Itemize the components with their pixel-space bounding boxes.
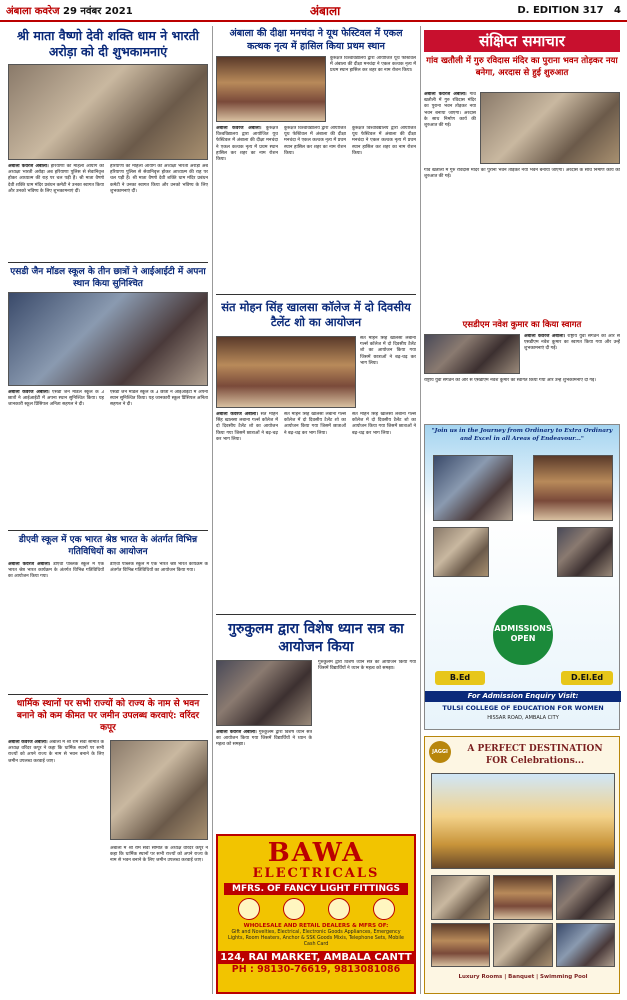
text-gurukulam: गुरुकुलम द्वारा विशेष ध्यान सत्र का आयोजन किया गया जिसमें विद्यार्थियों ने ध्यान के महत्व को समझा। bbox=[216, 730, 312, 748]
body-sd-model-cont bbox=[110, 390, 208, 528]
body-ravidas-cont bbox=[424, 168, 620, 316]
text-sdm: राष्ट्रीय युवा संगठन की ओर से एसडीएम नवेश कुमार का स्वागत किया गया और उन्हें शुभकामनाएं दी गईं। bbox=[524, 334, 620, 352]
body-sdm-cont bbox=[424, 378, 620, 420]
masthead-left bbox=[6, 3, 133, 17]
column-divider bbox=[212, 26, 213, 994]
text-dav: डीएवी पब्लिक स्कूल में एक भारत श्रेष्ठ भारत कार्यक्रम के अंतर्गत विभिन्न गतिविधियों का आयोजन किया गया। bbox=[8, 562, 104, 580]
paper-name: अंबाला कवरेज bbox=[6, 6, 60, 17]
headline-vaishno: श्री माता वैष्णो देवी शक्ति धाम ने भारती अरोड़ा को दी शुभकामनाएं bbox=[16, 28, 200, 59]
lamp-icon bbox=[238, 898, 260, 920]
jaggi-features: Luxury Rooms | Banquet | Swimming Pool bbox=[458, 974, 588, 980]
admissions-badge: ADMISSIONS OPEN bbox=[493, 605, 553, 665]
body-dav bbox=[8, 562, 104, 692]
bawa-lamps bbox=[226, 898, 406, 920]
text-sdm-cont: राष्ट्रीय युवा संगठन की ओर से एसडीएम नवेश कुमार का स्वागत किया गया और उन्हें शुभकामनाएं दी गईं। bbox=[424, 378, 596, 383]
headline-gurukulam: गुरुकुलम द्वारा विशेष ध्यान सत्र का आयोजन किया bbox=[228, 621, 404, 655]
hotel-gallery bbox=[431, 875, 615, 967]
body-dharmik-cont bbox=[110, 846, 208, 992]
text-khalsa-3: संत मोहन सिंह खालसा लबाना गर्ल्स कॉलेज में दो दिवसीय टैलेंट शो का आयोजन किया गया जिसमें छात्राओं ने बढ़-चढ़ कर भाग लिया। bbox=[352, 412, 416, 436]
body-ravidas bbox=[424, 92, 476, 164]
edition-label: D. EDITION 317 bbox=[517, 4, 604, 16]
dateline-khalsa: अंबाला कवरेज अंबाला। bbox=[216, 412, 258, 417]
photo-college-4 bbox=[557, 527, 613, 577]
photo-talent-show bbox=[216, 336, 356, 408]
body-dav-cont bbox=[110, 562, 208, 692]
text-youth-fest-3: कुरुक्षेत्र विश्वविद्यालय द्वारा आयोजित यूथ फेस्टिवल में अंबाला की दीक्षा मनचंदा ने एकल कत्थक नृत्य में प्रथम स्थान हासिल कर शहर का नाम रोशन किया। bbox=[352, 126, 416, 156]
college-name: TULSI COLLEGE OF EDUCATION FOR WOMEN bbox=[442, 704, 604, 712]
body-youth-fest-3 bbox=[352, 126, 416, 290]
dateline-sdm: अंबाला कवरेज अंबाला। bbox=[524, 334, 566, 339]
ad-tulsi-college[interactable] bbox=[424, 424, 620, 730]
body-vaishno-cont bbox=[110, 164, 208, 260]
body-gurukulam bbox=[216, 730, 312, 828]
page-number: 4 bbox=[614, 4, 621, 16]
photo-college-1 bbox=[433, 455, 513, 521]
dateline-sd-model: अंबाला कवरेज अंबाला। bbox=[8, 390, 50, 395]
photo-college-3 bbox=[433, 527, 489, 577]
text-ravidas: गांव खतौली में गुरु रविदास मंदिर का पुराना भवन तोड़कर नया भवन बनाया जाएगा। अरदास के साथ निर्माण कार्य की शुरुआत की गई। bbox=[424, 92, 476, 129]
headline-ravidas: गांव खतौली में गुरु रविदास मंदिर का पुराना भवन तोड़कर नया बनेगा, अरदास से हुई शुरुआत bbox=[426, 56, 618, 78]
text-khalsa-side: संत मोहन सिंह खालसा लबाना गर्ल्स कॉलेज में दो दिवसीय टैलेंट शो का आयोजन किया गया जिसमें छात्राओं ने बढ़-चढ़ कर भाग लिया। bbox=[360, 336, 416, 366]
text-khalsa: संत मोहन सिंह खालसा लबाना गर्ल्स कॉलेज में दो दिवसीय टैलेंट शो का आयोजन किया गया जिसमें छात्राओं ने बढ़-चढ़ कर भाग लिया। bbox=[216, 412, 278, 442]
lamp-icon bbox=[373, 898, 395, 920]
divider bbox=[216, 614, 416, 615]
masthead bbox=[0, 0, 627, 22]
text-youth-fest-2: कुरुक्षेत्र विश्वविद्यालय द्वारा आयोजित यूथ फेस्टिवल में अंबाला की दीक्षा मनचंदा ने एकल कत्थक नृत्य में प्रथम स्थान हासिल कर शहर का नाम रोशन किया। bbox=[284, 126, 346, 156]
headline-youth-fest: अंबाला की दीक्षा मनचंदा ने यूथ फेस्टिवल में एकल कत्थक नृत्य में हासिल किया प्रथम स्थान bbox=[229, 28, 403, 52]
text-vaishno: हरियाणा की महिला आयोग की अध्यक्षा भारती अरोड़ा अब हरियाणा पुलिस से सेवानिवृत्त होकर आध्यात्म की राह पर चल पड़ी हैं। श्री माता वैष्णो देवी शक्ति धाम मंदिर प्रबंधन कमेटी ने उनका स्वागत किया और उनको भविष्य के लिए शुभकामनाएं दीं। bbox=[8, 164, 104, 194]
body-sdm bbox=[524, 334, 620, 374]
masthead-center: अंबाला bbox=[309, 3, 341, 18]
text-dharmik-cont: अंबाला में श्री राम सेवा समिति के अध्यक्ष वरिंदर कपूर ने कहा कि धार्मिक स्थानों पर सभी राज्यों को अपने राज्य के नाम से भवन बनाने के लिए जमीन उपलब्ध करवाई जाए। bbox=[110, 846, 208, 864]
jaggi-title: A PERFECT DESTINATION FOR Celebrations... bbox=[467, 744, 603, 766]
text-khalsa-2: संत मोहन सिंह खालसा लबाना गर्ल्स कॉलेज में दो दिवसीय टैलेंट शो का आयोजन किया गया जिसमें छात्राओं ने बढ़-चढ़ कर भाग लिया। bbox=[284, 412, 346, 436]
ad-jaggi[interactable] bbox=[424, 736, 620, 994]
body-youth-fest bbox=[216, 126, 278, 290]
gallery-photo bbox=[493, 875, 552, 920]
text-vaishno-cont: हरियाणा की महिला आयोग की अध्यक्षा भारती अरोड़ा अब हरियाणा पुलिस से सेवानिवृत्त होकर आध्यात्म की राह पर चल पड़ी हैं। श्री माता वैष्णो देवी शक्ति धाम मंदिर प्रबंधन कमेटी ने उनका स्वागत किया और उनको भविष्य के लिए शुभकामनाएं दीं। bbox=[110, 164, 208, 194]
dateline-youth-fest: अंबाला कवरेज अंबाला। bbox=[216, 126, 262, 131]
body-sd-model bbox=[8, 390, 104, 528]
text-youth-fest: कुरुक्षेत्र विश्वविद्यालय द्वारा आयोजित यूथ फेस्टिवल में अंबाला की दीक्षा मनचंदा ने एकल कत्थक नृत्य में प्रथम स्थान हासिल कर शहर का नाम रोशन किया। bbox=[216, 126, 278, 163]
photo-youth-fest bbox=[216, 56, 326, 122]
bawa-address: 124, RAI MARKET, AMBALA CANTT bbox=[218, 951, 414, 964]
dateline-dav: अंबाला कवरेज अंबाला। bbox=[8, 562, 51, 567]
masthead-right bbox=[517, 5, 621, 16]
body-khalsa-side bbox=[360, 336, 416, 408]
text-gurukulam-cont: गुरुकुलम द्वारा विशेष ध्यान सत्र का आयोजन किया गया जिसमें विद्यार्थियों ने ध्यान के महत्व को समझा। bbox=[318, 660, 416, 672]
bawa-sub: MFRS. OF FANCY LIGHT FITTINGS bbox=[224, 883, 408, 895]
headline-dharmik: धार्मिक स्थानों पर सभी राज्यों को राज्य के नाम से भवन बनाने को कम कीमत पर जमीन उपलब्ध करवाएं: वरिंदर कपूर bbox=[16, 699, 200, 733]
text-sd-model-cont: एसडी जैन मॉडल स्कूल के 3 छात्रों ने आईआईटी में अपना स्थान सुनिश्चित किया। यह जानकारी स्कूल प्रिंसिपल अनिता सहगल ने दी। bbox=[110, 390, 208, 408]
divider bbox=[216, 294, 416, 295]
bawa-items: Gift and Novelties, Electrical, Electronic Goods Appliances, Emergency Lights, Room Heaters, Anchor & SSK Goods Mixis, Telephone Sets, Mobile Cash Card bbox=[228, 930, 404, 947]
sidebar-banner: संक्षिप्त समाचार bbox=[424, 30, 620, 52]
course-bed: B.Ed bbox=[435, 671, 485, 685]
dateline-ravidas: अंबाला कवरेज अंबाला। bbox=[424, 92, 467, 97]
gallery-photo bbox=[556, 923, 615, 968]
masthead-date: 29 नवंबर 2021 bbox=[63, 6, 133, 17]
body-gurukulam-cont bbox=[318, 660, 416, 828]
bawa-dealers: WHOLESALE AND RETAIL DEALERS & MFRS OF: bbox=[243, 923, 389, 929]
photo-vaishno bbox=[8, 64, 208, 160]
lamp-icon bbox=[328, 898, 350, 920]
dateline-vaishno: अंबाला कवरेज अंबाला। bbox=[8, 164, 49, 169]
gallery-photo bbox=[431, 923, 490, 968]
text-sd-model: एसडी जैन मॉडल स्कूल के 3 छात्रों ने आईआईटी में अपना स्थान सुनिश्चित किया। यह जानकारी स्कूल प्रिंसिपल अनिता सहगल ने दी। bbox=[8, 390, 104, 408]
column-divider bbox=[420, 26, 421, 994]
divider bbox=[8, 694, 208, 695]
bawa-name: BAWA bbox=[267, 838, 365, 868]
dateline-dharmik: अंबाला कवरेज अंबाला। bbox=[8, 740, 48, 745]
jaggi-logo: JAGGI bbox=[429, 741, 451, 763]
gallery-photo bbox=[556, 875, 615, 920]
photo-hotel bbox=[431, 773, 615, 869]
body-khalsa-3 bbox=[352, 412, 416, 610]
lamp-icon bbox=[283, 898, 305, 920]
gallery-photo bbox=[493, 923, 552, 968]
dateline-gurukulam: अंबाला कवरेज अंबाला। bbox=[216, 730, 257, 735]
ad-bawa-electricals[interactable] bbox=[216, 834, 416, 994]
college-address: HISSAR ROAD, AMBALA CITY bbox=[487, 715, 559, 721]
photo-sdm bbox=[424, 334, 520, 374]
text-dharmik: अंबाला में श्री राम सेवा समिति के अध्यक्ष वरिंदर कपूर ने कहा कि धार्मिक स्थानों पर सभी राज्यों को अपने राज्य के नाम से भवन बनाने के लिए जमीन उपलब्ध करवाई जाए। bbox=[8, 740, 104, 764]
photo-meditation bbox=[216, 660, 312, 726]
body-dharmik bbox=[8, 740, 104, 992]
text-ravidas-cont: गांव खतौली में गुरु रविदास मंदिर का पुराना भवन तोड़कर नया भवन बनाया जाएगा। अरदास के साथ निर्माण कार्य की शुरुआत की गई। bbox=[424, 168, 620, 180]
college-tagline: "Join us in the Journey from Ordinary to Extra Ordinary and Excel in all Areas of Endeavour..." bbox=[431, 428, 613, 442]
body-youth-fest-side bbox=[330, 56, 416, 122]
body-vaishno bbox=[8, 164, 104, 260]
body-khalsa bbox=[216, 412, 278, 610]
photo-ravidas-mandir bbox=[480, 92, 620, 164]
gallery-photo bbox=[431, 875, 490, 920]
photo-college-2 bbox=[533, 455, 613, 521]
course-deled: D.El.Ed bbox=[561, 671, 613, 685]
text-dav-cont: डीएवी पब्लिक स्कूल में एक भारत श्रेष्ठ भारत कार्यक्रम के अंतर्गत विभिन्न गतिविधियों का आयोजन किया गया। bbox=[110, 562, 208, 574]
headline-khalsa: संत मोहन सिंह खालसा कॉलेज में दो दिवसीय टैलेंट शो का आयोजन bbox=[221, 300, 411, 329]
photo-students bbox=[8, 292, 208, 386]
headline-sdm: एसडीएम नवेश कुमार का किया स्वागत bbox=[462, 320, 582, 330]
photo-varinder-kapoor bbox=[110, 740, 208, 840]
headline-sd-model: एसडी जैन मॉडल स्कूल के तीन छात्रों ने आईआईटी में अपना स्थान किया सुनिश्चित bbox=[10, 267, 206, 289]
college-enquiry: For Admission Enquiry Visit: bbox=[425, 691, 621, 702]
body-youth-fest-2 bbox=[284, 126, 346, 290]
text-youth-fest-side: कुरुक्षेत्र विश्वविद्यालय द्वारा आयोजित यूथ फेस्टिवल में अंबाला की दीक्षा मनचंदा ने एकल कत्थक नृत्य में प्रथम स्थान हासिल कर शहर का नाम रोशन किया। bbox=[330, 56, 416, 74]
body-khalsa-2 bbox=[284, 412, 346, 610]
headline-dav: डीएवी स्कूल में एक भारत श्रेष्ठ भारत के अंतर्गत विभिन्न गतिविधियों का आयोजन bbox=[18, 535, 198, 557]
divider bbox=[8, 530, 208, 531]
divider bbox=[8, 262, 208, 263]
bawa-phone: PH : 98130-76619, 9813081086 bbox=[231, 964, 401, 975]
bawa-name2: ELECTRICALS bbox=[252, 866, 380, 881]
